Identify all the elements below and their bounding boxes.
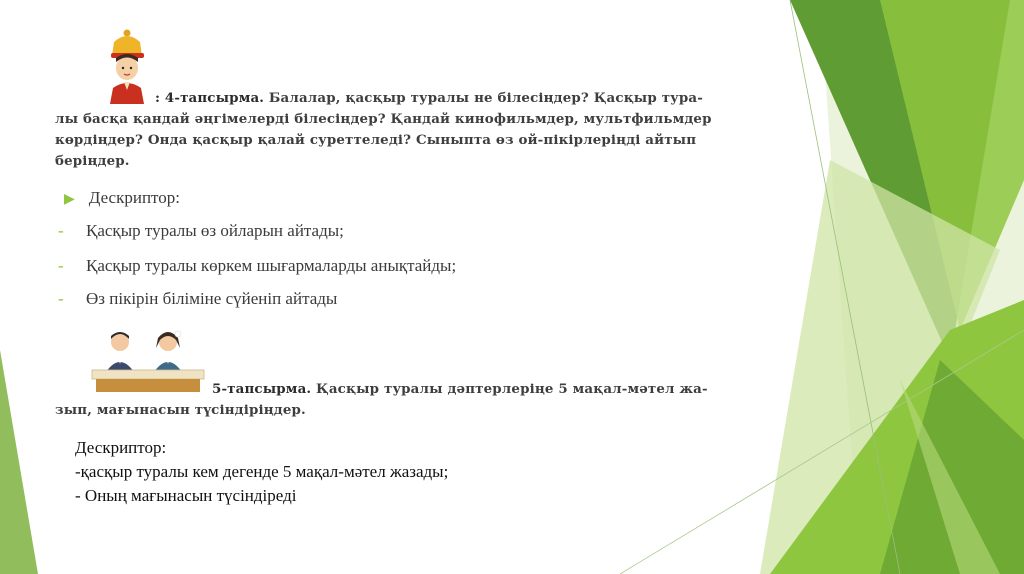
- task5-first-line: [55, 379, 745, 400]
- task4-line1: Балалар, қасқыр туралы не білесіңдер? Қасқыр тура-: [264, 90, 703, 106]
- task4-line3: көрдіңдер? Онда қасқыр қалай суреттеледі? Сыныпта өз ой-пікірлеріңді айтып: [55, 132, 697, 148]
- descriptor1-heading: Дескриптор:: [88, 188, 180, 207]
- descriptor1-item: [58, 221, 344, 241]
- descriptor1-item-text: Қасқыр туралы өз ойларын айтады;: [86, 221, 344, 240]
- task5-text-block: [55, 379, 745, 421]
- descriptor1-item-text: Қасқыр туралы көркем шығармаларды анықтайды;: [86, 256, 457, 275]
- dash-bullet-icon: -: [58, 256, 64, 275]
- task4-line2: лы басқа қандай әңгімелерді білесіңдер? Қандай кинофильмдер, мультфильмдер: [55, 111, 712, 127]
- left-edge-triangle: [0, 350, 38, 574]
- task4-text-block: [55, 88, 745, 172]
- triangle-bullet-icon: ▶: [64, 192, 75, 207]
- descriptor1-heading-row: [64, 188, 180, 208]
- task4-line4: беріңдер.: [55, 153, 130, 169]
- task5-line2: зып, мағынасын түсіндіріңдер.: [55, 402, 306, 418]
- task5-label: 5-тапсырма.: [212, 381, 312, 397]
- descriptor1-item: [58, 289, 337, 309]
- dash-bullet-icon: -: [58, 221, 64, 240]
- task4-first-line: [55, 88, 745, 109]
- task5-line1: Қасқыр туралы дәптерлеріңе 5 мақал-мәтел жа-: [311, 381, 708, 397]
- descriptor1-item-text: Өз пікірін біліміне сүйеніп айтады: [86, 289, 338, 308]
- descriptor2-line2: - Оның мағынасын түсіндіреді: [75, 486, 297, 505]
- dash-bullet-icon: -: [58, 289, 64, 308]
- descriptor2-block: [75, 436, 448, 508]
- descriptor2-line1: -қасқыр туралы кем дегенде 5 мақал-мәтел жазады;: [75, 462, 449, 481]
- descriptor2-heading: Дескриптор:: [75, 438, 167, 457]
- task4-label: : 4-тапсырма.: [155, 90, 265, 106]
- descriptor1-item: [58, 256, 456, 276]
